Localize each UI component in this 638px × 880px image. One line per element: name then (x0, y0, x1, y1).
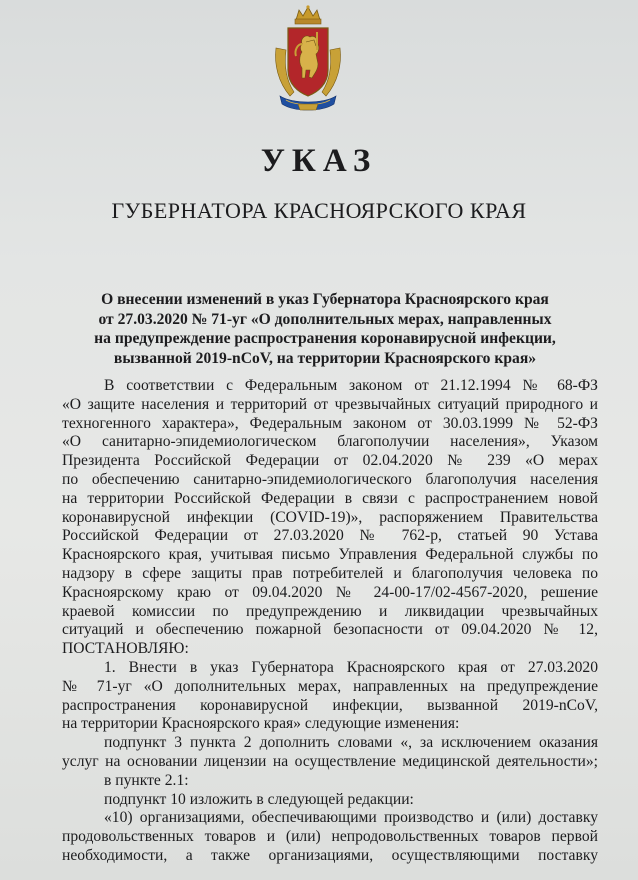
document-body (62, 377, 598, 866)
body-line: по обеспечению санитарно-эпидемиологического благополучия населения (62, 470, 598, 488)
body-line: № 71-уг «О дополнительных мерах, направленных на предупреждение (62, 677, 598, 695)
body-line: подпункт 3 пункта 2 дополнить словами «, за исключением оказания (104, 734, 598, 752)
document-heading (60, 290, 590, 368)
body-line: продовольственных товаров и (или) непродовольственных товаров первой (62, 828, 598, 846)
body-line: ПОСТАНОВЛЯЮ: (62, 640, 189, 658)
body-line: ситуаций и обеспечению пожарной безопасности от 09.04.2020 № 12, (62, 621, 598, 639)
document-subtitle: ГУБЕРНАТОРА КРАСНОЯРСКОГО КРАЯ (111, 198, 527, 223)
body-line: надзору в сфере защиты прав потребителей и благополучия человека по (62, 564, 598, 582)
body-line: «О санитарно-эпидемиологическом благополучии населения», Указом (62, 433, 598, 451)
heading-line: вызванной 2019-nCoV, на территории Красноярского края» (113, 349, 537, 367)
body-line: «О защите населения и территорий от чрезвычайных ситуаций природного и (62, 395, 598, 413)
body-line: на территории Российской Федерации в связи с распространением новой (62, 489, 598, 507)
body-line: Российской Федерации от 27.03.2020 № 762-р, статьей 90 Устава (62, 527, 598, 545)
body-line: коронавирусной инфекции (COVID-19)», распоряжением Правительства (62, 508, 598, 526)
heading-line: О внесении изменений в указ Губернатора Красноярского края (101, 291, 549, 308)
body-line: Красноярскому краю от 09.04.2020 № 24-00-17/02-4567-2020, решение (62, 583, 598, 601)
body-line: необходимости, а также организациями, осуществляющими поставку (62, 846, 598, 864)
body-line: 1. Внести в указ Губернатора Красноярского края от 27.03.2020 (104, 658, 598, 676)
heading-line: от 27.03.2020 № 71-уг «О дополнительных мерах, направленных (98, 310, 552, 328)
body-line: Красноярского края, учитывая письмо Управления Федеральной службы по (62, 546, 598, 564)
body-line: Президента Российской Федерации от 02.04.2020 № 239 «О мерах (62, 452, 598, 470)
body-line: техногенного характера», Федеральным законом от 30.03.1999 № 52-ФЗ (62, 414, 598, 432)
body-line: услуг на основании лицензии на осуществление медицинской деятельности»; (62, 752, 598, 770)
body-line: на территории Красноярского края» следующие изменения: (62, 715, 460, 733)
body-line: подпункт 10 изложить в следующей редакции: (104, 790, 414, 808)
body-line: распространения коронавирусной инфекции, вызванной 2019-nCoV, (62, 696, 598, 714)
body-line: В соответствии с Федеральным законом от 21.12.1994 № 68-ФЗ (104, 377, 598, 394)
coat-of-arms-icon (272, 4, 344, 114)
heading-line: на предупреждение распространения коронавирусной инфекции, (94, 330, 556, 347)
body-line: краевой комиссии по предупреждению и ликвидации чрезвычайных (62, 602, 598, 620)
document-title: УКАЗ (260, 143, 378, 179)
body-line: в пункте 2.1: (104, 771, 189, 789)
body-line: «10) организациями, обеспечивающими производство и (или) доставку (104, 809, 598, 827)
